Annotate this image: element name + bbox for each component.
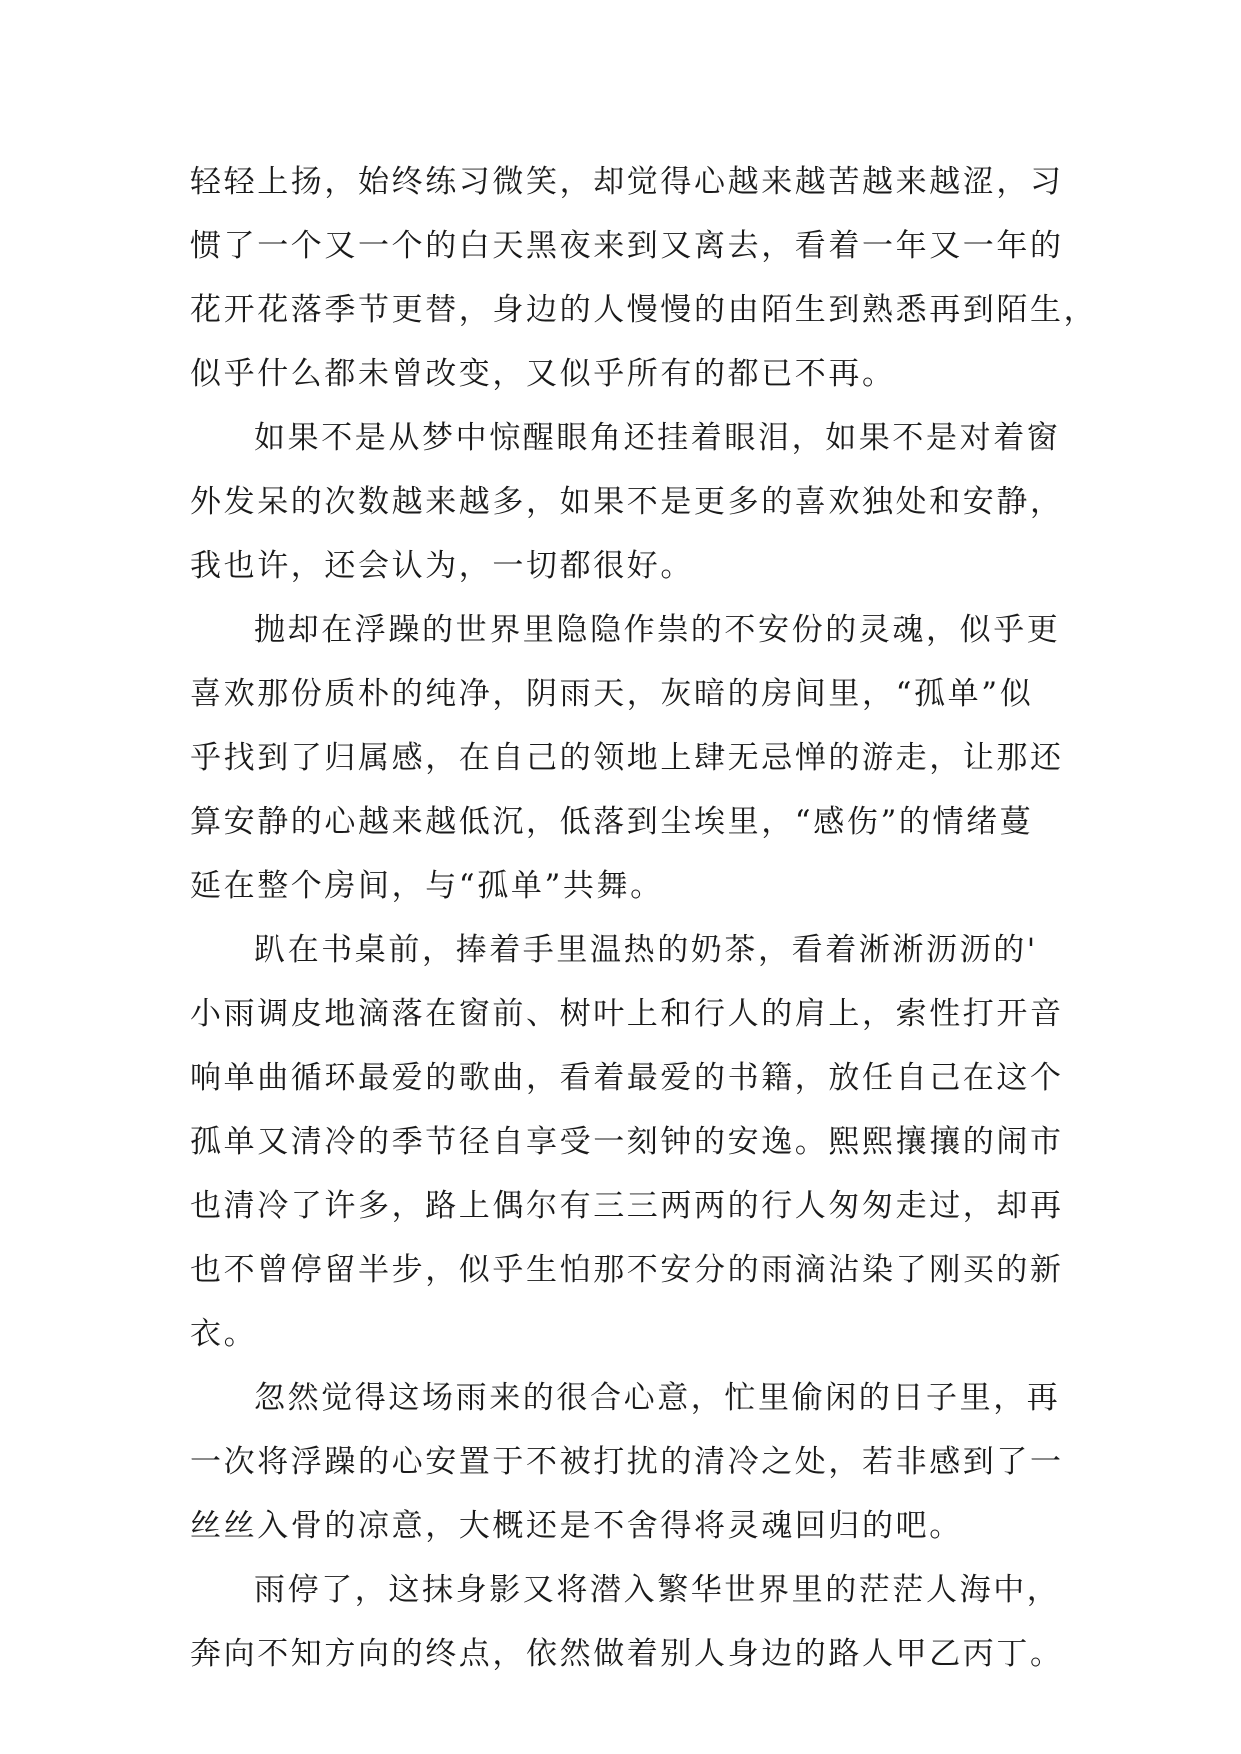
text-line: 小雨调皮地滴落在窗前、树叶上和行人的肩上，索性打开音 [190, 996, 1064, 1032]
paragraph-first-line: 趴在书桌前，捧着手里温热的奶茶，看着淅淅沥沥的' [254, 932, 1038, 968]
document-body [190, 150, 1098, 1686]
text-line: 我也许，还会认为，一切都很好。 [190, 548, 694, 584]
text-line: 响单曲循环最爱的歌曲，看着最爱的书籍，放任自己在这个 [190, 1060, 1064, 1096]
text-line: 轻轻上扬，始终练习微笑，却觉得心越来越苦越来越涩，习 [190, 164, 1064, 200]
text-line: 孤单又清冷的季节径自享受一刻钟的安逸。熙熙攘攘的闹市 [190, 1124, 1064, 1160]
paragraph-first-line: 雨停了，这抹身影又将潜入繁华世界里的茫茫人海中， [254, 1572, 1061, 1608]
text-line: 算安静的心越来越低沉，低落到尘埃里，“感伤”的情绪蔓 [190, 804, 1034, 840]
paragraph-first-line: 抛却在浮躁的世界里隐隐作祟的不安份的灵魂，似乎更 [254, 612, 1061, 648]
text-line: 喜欢那份质朴的纯净，阴雨天，灰暗的房间里，“孤单”似 [190, 676, 1034, 712]
text-line: 奔向不知方向的终点，依然做着别人身边的路人甲乙丙丁。 [190, 1636, 1064, 1672]
text-line: 衣。 [190, 1316, 258, 1352]
text-line: 延在整个房间，与“孤单”共舞。 [190, 868, 664, 904]
text-line: 一次将浮躁的心安置于不被打扰的清冷之处，若非感到了一 [190, 1444, 1064, 1480]
paragraph-first-line: 忽然觉得这场雨来的很合心意，忙里偷闲的日子里，再 [254, 1380, 1061, 1416]
text-line: 似乎什么都未曾改变，又似乎所有的都已不再。 [190, 356, 896, 392]
text-line: 乎找到了归属感，在自己的领地上肆无忌惮的游走，让那还 [190, 740, 1064, 776]
text-line: 外发呆的次数越来越多，如果不是更多的喜欢独处和安静， [190, 484, 1064, 520]
text-line: 也不曾停留半步，似乎生怕那不安分的雨滴沾染了刚买的新 [190, 1252, 1064, 1288]
paragraph-first-line: 如果不是从梦中惊醒眼角还挂着眼泪，如果不是对着窗 [254, 420, 1061, 456]
text-line: 也清冷了许多，路上偶尔有三三两两的行人匆匆走过，却再 [190, 1188, 1064, 1224]
text-line: 丝丝入骨的凉意，大概还是不舍得将灵魂回归的吧。 [190, 1508, 963, 1544]
text-line: 惯了一个又一个的白天黑夜来到又离去，看着一年又一年的 [190, 228, 1064, 264]
text-line: 花开花落季节更替，身边的人慢慢的由陌生到熟悉再到陌生， [190, 292, 1098, 328]
